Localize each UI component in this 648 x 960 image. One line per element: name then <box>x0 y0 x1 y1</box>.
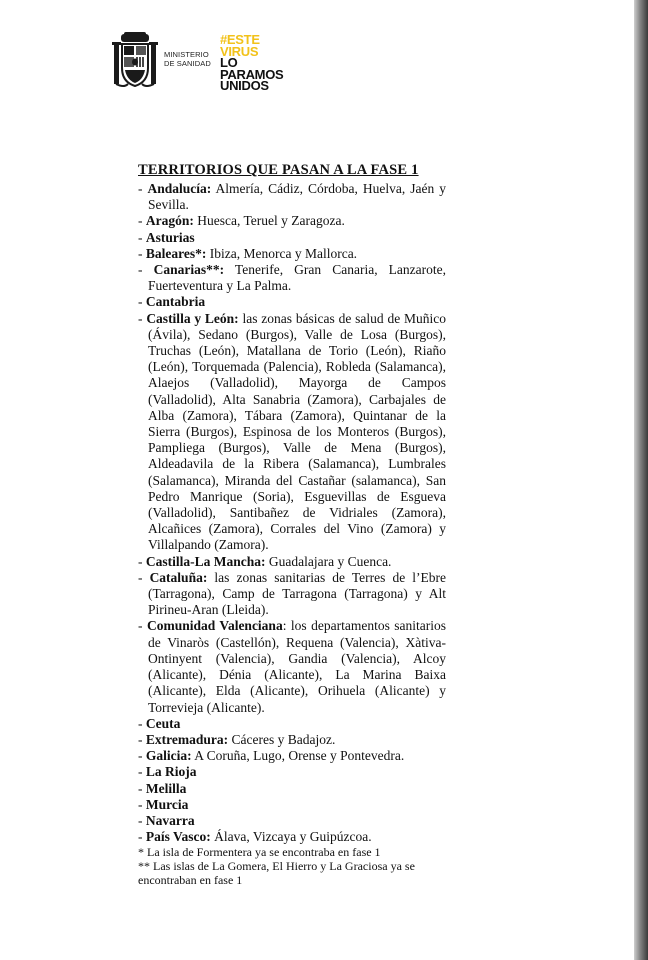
territory-detail: Álava, Vizcaya y Guipúzcoa. <box>210 829 372 845</box>
list-item: - Extremadura: Cáceres y Badajoz. <box>138 731 336 747</box>
list-item: - Ceuta <box>138 715 181 731</box>
territory-name: Melilla <box>145 780 187 796</box>
territory-name: Baleares*: <box>145 245 207 261</box>
territory-name: Comunidad Valenciana <box>146 618 283 634</box>
territory-detail: Guadalajara y Cuenca. <box>265 553 392 569</box>
list-item: - Murcia <box>138 796 189 812</box>
territory-name: Navarra <box>145 812 195 828</box>
list-item: - Navarra <box>138 812 195 828</box>
territory-name: Ceuta <box>145 715 181 731</box>
territory-name: Aragón: <box>145 213 194 229</box>
document-header <box>112 28 412 98</box>
territory-detail: Tenerife, Gran Canaria, Lanzarote, Fuerteventura y La Palma. <box>148 262 447 294</box>
campaign-line-4: PARAMOS <box>220 66 284 82</box>
list-item: - Cantabria <box>138 294 206 310</box>
ministry-line-1: MINISTERIO <box>164 50 209 59</box>
territory-name: Cantabria <box>145 294 206 310</box>
footnote-formentera: * La isla de Formentera ya se encontraba en fase 1 <box>138 845 381 860</box>
list-item: - Castilla-La Mancha: Guadalajara y Cuenca. <box>138 553 392 569</box>
coat-of-arms-icon <box>112 32 158 90</box>
territory-name: País Vasco: <box>145 829 211 845</box>
territory-detail: las zonas básicas de salud de Muñico (Ávila), Sedano (Burgos), Valle de Losa (Burgos), Truchas (León), Matallana de Torio (León), Riaño (León), Torquemada (Palencia), Robleda (Salamanca), Alaejos (Valladolid), Mayorga de Campos (Valladolid), Alta Sanabria (Zamora), Carbajales de Alba (Zamora), Tábara (Zamora), Quintanar de la Sierra (Burgos), Espinosa de los Monteros (Burgos), Pampliega (Burgos), Valle de Mena (Burgos), Aldeadavila de la Ribera (Salamanca), Lumbrales (Salamanca), Miranda del Castañar (salamanca), San Pedro Manrique (Soria), Esguevillas de Esgueva (Valladolid), Santibañez de Vidriales (Zamora), Alcañices (Zamora), Corrales del Vino (Zamora) y Villalpando (Zamora). <box>148 310 446 553</box>
territory-detail: Ibiza, Menorca y Mallorca. <box>206 245 358 261</box>
territory-detail: A Coruña, Lugo, Orense y Pontevedra. <box>191 748 405 764</box>
list-item: - Asturias <box>138 229 195 245</box>
territory-name: Extremadura: <box>145 731 229 747</box>
list-item: - Aragón: Huesca, Teruel y Zaragoza. <box>138 213 345 229</box>
list-item: - La Rioja <box>138 764 197 780</box>
ministry-name <box>164 50 211 68</box>
territory-detail: Cáceres y Badajoz. <box>228 731 336 747</box>
document-title: TERRITORIOS QUE PASAN A LA FASE 1 <box>138 162 419 178</box>
list-item: - Galicia: A Coruña, Lugo, Orense y Pontevedra. <box>138 748 405 764</box>
list-item: - Cataluña: las zonas sanitarias de Terres de l’Ebre (Tarragona), Camp de Tarragona (Tarragona) y Alt Pirineu-Aran (Lleida). <box>138 569 446 618</box>
territory-name: Galicia: <box>145 748 192 764</box>
territory-name: Andalucía: <box>147 181 212 196</box>
territory-name: Asturias <box>145 229 195 245</box>
page-edge-shadow <box>634 0 648 960</box>
list-item: - Melilla <box>138 780 187 796</box>
territory-detail: Almería, Cádiz, Córdoba, Huelva, Jaén y Sevilla. <box>148 181 446 213</box>
territory-name: Cataluña: <box>149 569 208 585</box>
territory-name: Castilla y León: <box>146 310 239 326</box>
ministry-line-2: DE SANIDAD <box>164 59 211 68</box>
list-item: - Comunidad Valenciana: los departamentos sanitarios de Vinaròs (Castellón), Requena (Valencia), Xàtiva-Ontinyent (Valencia), Gandia (Valencia), Alcoy (Alicante), Dénia (Alicante), La Marina Baixa (Alicante), Elda (Alicante), Orihuela (Alicante) y Torrevieja (Alicante). <box>138 618 447 715</box>
territory-name: Murcia <box>145 796 189 812</box>
territory-name: La Rioja <box>145 764 197 780</box>
territory-name: Canarias**: <box>153 262 225 278</box>
territory-list <box>138 181 446 887</box>
territory-detail: Huesca, Teruel y Zaragoza. <box>193 213 345 229</box>
campaign-line-2: VIRUS <box>220 43 259 59</box>
campaign-line-1: #ESTE <box>220 32 260 47</box>
territory-detail: las zonas sanitarias de Terres de l’Ebre (Tarragona), Camp de Tarragona (Tarragona) y Alt Pirineu-Aran (Lleida). <box>148 569 446 618</box>
campaign-logo <box>220 34 283 92</box>
list-item: - Canarias**: Tenerife, Gran Canaria, Lanzarote, Fuerteventura y La Palma. <box>138 262 447 294</box>
campaign-line-3: LO <box>220 55 238 70</box>
list-item: - Baleares*: Ibiza, Menorca y Mallorca. <box>138 245 358 261</box>
footnote-canarias: ** Las islas de La Gomera, El Hierro y La Graciosa ya se encontraban en fase 1 <box>138 859 415 888</box>
list-item: - Andalucía: Almería, Cádiz, Córdoba, Huelva, Jaén y Sevilla. <box>138 181 446 213</box>
list-item: - País Vasco: Álava, Vizcaya y Guipúzcoa. <box>138 829 372 845</box>
list-item: - Castilla y León: las zonas básicas de salud de Muñico (Ávila), Sedano (Burgos), Valle de Losa (Burgos), Truchas (León), Matallana de Torio (León), Riaño (León), Torquemada (Palencia), Robleda (Salamanca), Alaejos (Valladolid), Mayorga de Campos (Valladolid), Alta Sanabria (Zamora), Carbajales de Alba (Zamora), Tábara (Zamora), Quintanar de la Sierra (Burgos), Espinosa de los Monteros (Burgos), Pampliega (Burgos), Valle de Mena (Burgos), Aldeadavila de la Ribera (Salamanca), Lumbrales (Salamanca), Miranda del Castañar (salamanca), San Pedro Manrique (Soria), Esguevillas de Esgueva (Valladolid), Santibañez de Vidriales (Zamora), Alcañices (Zamora), Corrales del Vino (Zamora) y Villalpando (Zamora). <box>138 310 446 553</box>
campaign-line-5: UNIDOS <box>220 78 269 93</box>
territory-name: Castilla-La Mancha: <box>145 553 266 569</box>
territory-detail: : los departamentos sanitarios de Vinaròs (Castellón), Requena (Valencia), Xàtiva-Ontinyent (Valencia), Gandia (Valencia), Alcoy (Alicante), Dénia (Alicante), La Marina Baixa (Alicante), Elda (Alicante), Orihuela (Alicante) y Torrevieja (Alicante). <box>148 618 447 715</box>
